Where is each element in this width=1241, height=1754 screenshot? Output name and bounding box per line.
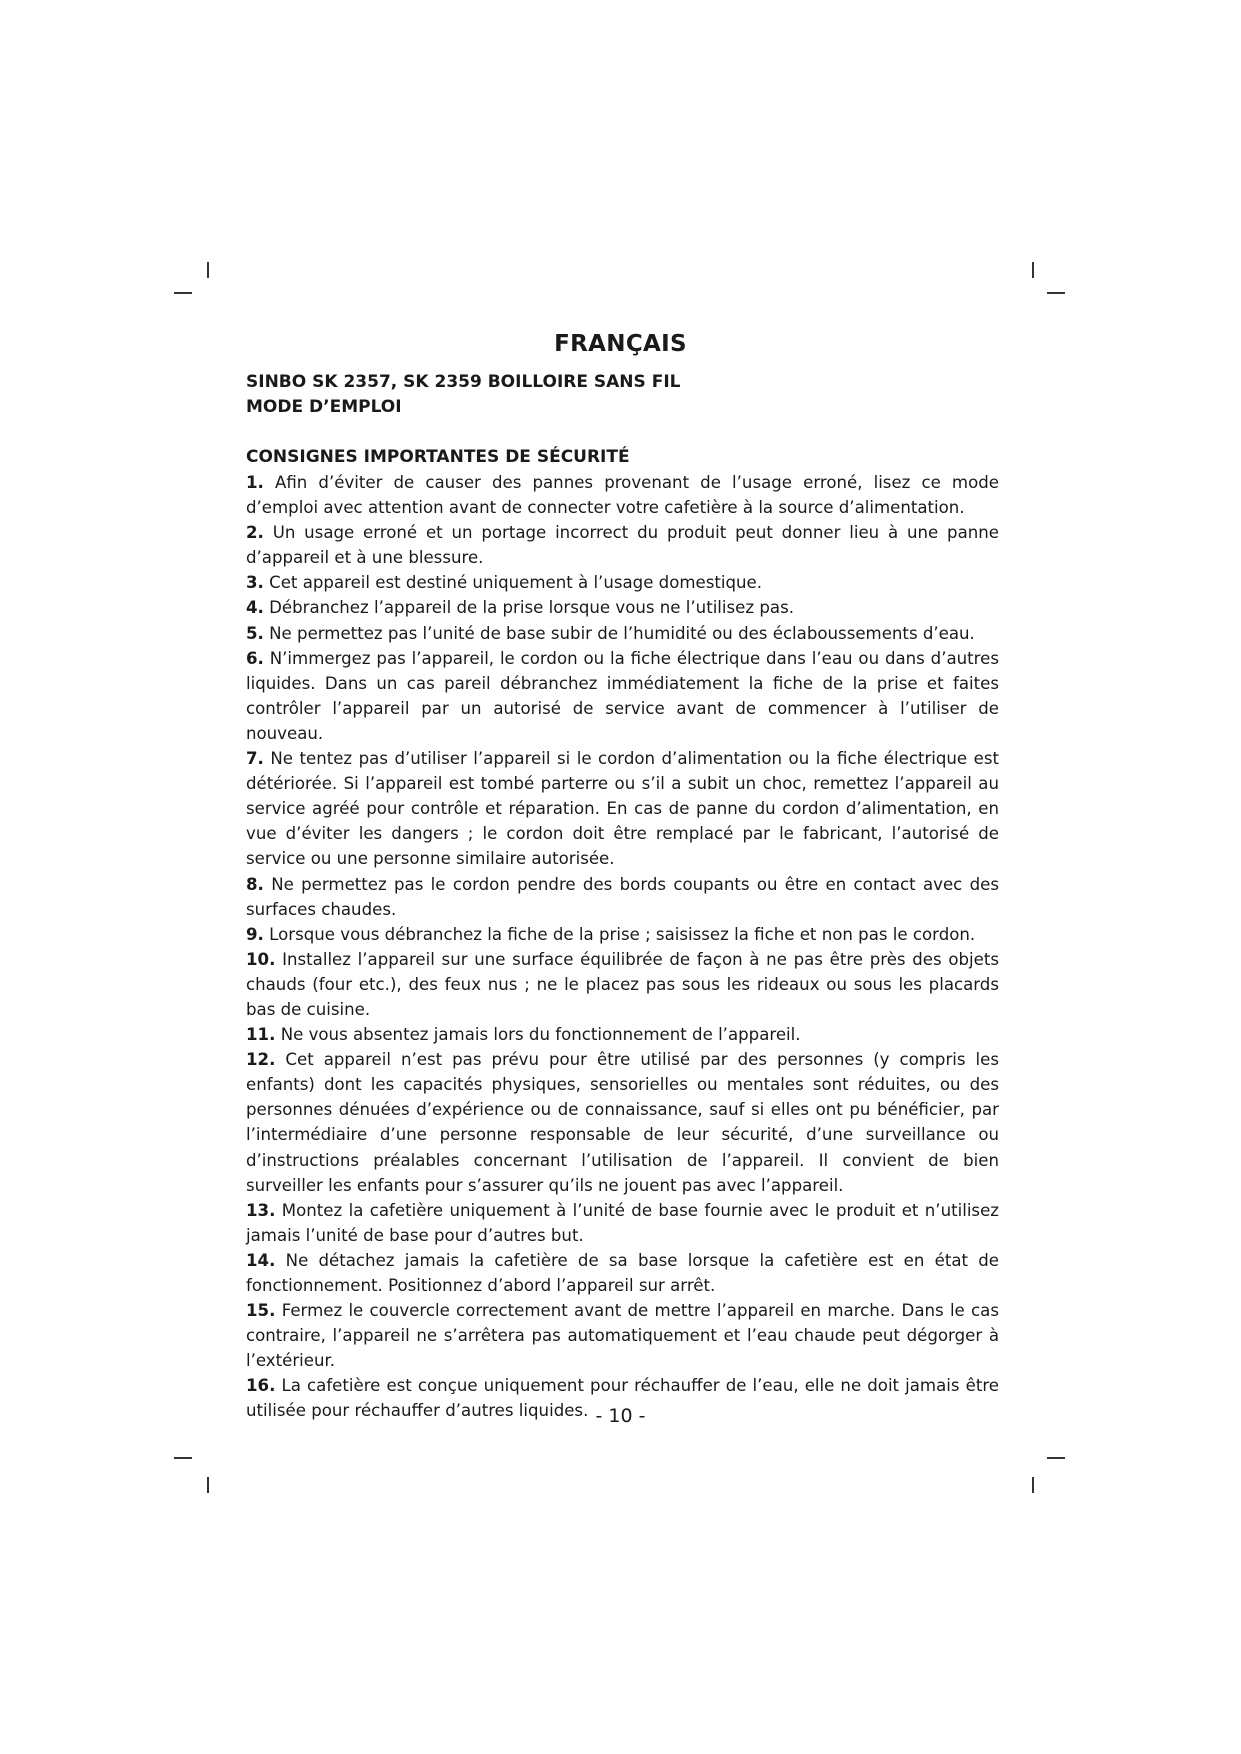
list-item	[246, 1198, 999, 1248]
item-number: 11.	[246, 1025, 276, 1045]
item-number: 12.	[246, 1050, 276, 1070]
crop-mark-top-right-horizontal	[1047, 292, 1065, 294]
list-item	[246, 1248, 999, 1298]
item-text: Ne permettez pas le cordon pendre des bords coupants ou être en contact avec des surfaces chaudes.	[246, 874, 999, 919]
item-number: 15.	[246, 1301, 276, 1321]
crop-mark-top-left-horizontal	[174, 292, 192, 294]
item-text: N’immergez pas l’appareil, le cordon ou la fiche électrique dans l’eau ou dans d’autres liquides. Dans un cas pareil débranchez immédiatement la fiche de la prise et faites contrôler l’appareil par un autorisé de service avant de commencer à l’utiliser de nouveau.	[246, 648, 999, 743]
item-text: La cafetière est conçue uniquement pour réchauffer de l’eau, elle ne doit jamais être utilisée pour réchauffer d’autres liquides.	[246, 1376, 999, 1421]
list-item	[246, 746, 999, 871]
list-item	[246, 947, 999, 1022]
item-text: Débranchez l’appareil de la prise lorsque vous ne l’utilisez pas.	[269, 598, 794, 618]
list-item	[246, 570, 999, 595]
item-text: Fermez le couvercle correctement avant de mettre l’appareil en marche. Dans le cas contraire, l’appareil ne s’arrêtera pas automatiquement et l’eau chaude peut dégorger à l’extérieur.	[246, 1301, 999, 1371]
page-number: - 10 -	[595, 1405, 646, 1427]
list-item	[246, 646, 999, 746]
item-number: 2.	[246, 523, 264, 543]
item-text: Installez l’appareil sur une surface équilibrée de façon à ne pas être près des objets chauds (four etc.), des feux nus ; ne le placez pas sous les rideaux ou sous les placards bas de cuisine.	[246, 949, 999, 1019]
crop-mark-top-left-vertical	[207, 262, 209, 278]
list-item	[246, 1047, 999, 1198]
list-item	[246, 922, 999, 947]
manual-label-heading: MODE D’EMPLOI	[246, 397, 402, 417]
document-body	[246, 370, 999, 1424]
item-number: 6.	[246, 648, 264, 668]
crop-mark-bottom-right-vertical	[1032, 1477, 1034, 1493]
item-text: Afin d’éviter de causer des pannes provenant de l’usage erroné, lisez ce mode d’emploi avec attention avant de connecter votre cafetière à la source d’alimentation.	[246, 473, 999, 518]
item-text: Montez la cafetière uniquement à l’unité de base fournie avec le produit et n’utilisez jamais l’unité de base pour d’autres but.	[246, 1200, 999, 1245]
list-item	[246, 1022, 999, 1047]
item-number: 16.	[246, 1376, 276, 1396]
product-line-heading: SINBO SK 2357, SK 2359 BOILLOIRE SANS FIL	[246, 372, 681, 392]
item-text: Ne tentez pas d’utiliser l’appareil si le cordon d’alimentation ou la fiche électrique est détériorée. Si l’appareil est tombé parterre ou s’il a subit un choc, remettez l’appareil au service agréé pour contrôle et réparation. En cas de panne du cordon d’alimentation, en vue d’éviter les dangers ; le cordon doit être remplacé par le fabricant, l’autorisé de service ou une personne similaire autorisée.	[246, 749, 999, 869]
item-number: 13.	[246, 1200, 276, 1220]
list-item	[246, 621, 999, 646]
item-text: Un usage erroné et un portage incorrect du produit peut donner lieu à une panne d’appareil et à une blessure.	[246, 523, 999, 568]
crop-mark-bottom-right-horizontal	[1047, 1457, 1065, 1459]
page-title: FRANÇAIS	[554, 331, 687, 357]
list-item	[246, 595, 999, 620]
item-text: Cet appareil n’est pas prévu pour être utilisé par des personnes (y compris les enfants) dont les capacités physiques, sensorielles ou mentales sont réduites, ou des personnes dénuées d’expérience ou de connaissance, sauf si elles ont pu bénéficier, par l’intermédiaire d’une personne responsable de leur sécurité, d’une surveillance ou d’instructions préalables concernant l’utilisation de l’appareil. Il convient de bien surveiller les enfants pour s’assurer qu’ils ne jouent pas avec l’appareil.	[246, 1050, 999, 1195]
list-item	[246, 872, 999, 922]
item-number: 7.	[246, 749, 264, 769]
list-item	[246, 470, 999, 520]
item-text: Ne vous absentez jamais lors du fonctionnement de l’appareil.	[280, 1025, 801, 1045]
item-number: 3.	[246, 573, 264, 593]
item-text: Ne détachez jamais la cafetière de sa base lorsque la cafetière est en état de fonctionnement. Positionnez d’abord l’appareil sur arrêt.	[246, 1250, 1000, 1295]
crop-mark-bottom-left-horizontal	[174, 1457, 192, 1459]
list-item	[246, 520, 999, 570]
item-number: 8.	[246, 874, 264, 894]
item-number: 4.	[246, 598, 264, 618]
item-text: Cet appareil est destiné uniquement à l’usage domestique.	[269, 573, 763, 593]
safety-instructions-list	[246, 470, 999, 1424]
list-item	[246, 1298, 999, 1373]
item-number: 1.	[246, 473, 264, 492]
crop-mark-bottom-left-vertical	[207, 1477, 209, 1493]
item-text: Lorsque vous débranchez la fiche de la prise ; saisissez la fiche et non pas le cordon.	[269, 924, 976, 944]
safety-section-heading: CONSIGNES IMPORTANTES DE SÉCURITÉ	[246, 447, 630, 467]
item-number: 14.	[246, 1250, 276, 1270]
item-text: Ne permettez pas l’unité de base subir de l’humidité ou des éclaboussements d’eau.	[269, 623, 975, 643]
item-number: 5.	[246, 623, 264, 643]
item-number: 10.	[246, 949, 276, 969]
item-number: 9.	[246, 924, 264, 944]
crop-mark-top-right-vertical	[1032, 262, 1034, 278]
